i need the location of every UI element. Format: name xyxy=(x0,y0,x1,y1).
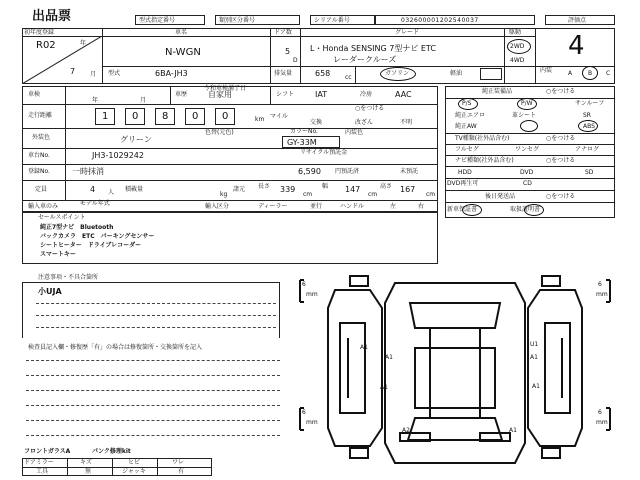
serial-label: シリアル番号 xyxy=(314,17,350,24)
car-type-value: 自家用 xyxy=(208,90,232,99)
tv-analog: アナログ xyxy=(575,146,600,153)
load-unit: kg xyxy=(220,191,228,198)
model-value: 6BA-JH3 xyxy=(155,69,188,78)
registration-label: 初年度登録 xyxy=(24,29,55,36)
tire-fl-unit: mm xyxy=(306,291,318,298)
notes-label: 注意事項・不具合箇所 xyxy=(38,274,99,281)
registration-year-unit: 年 xyxy=(80,40,87,47)
model-label: 型式 xyxy=(108,70,121,77)
shift-label: シフト xyxy=(276,91,295,98)
height-value: 167 xyxy=(400,185,416,194)
eq-sr: SR xyxy=(583,112,591,119)
eq-abs: ABS xyxy=(583,123,595,130)
interior-c: C xyxy=(606,70,611,77)
expire-month-unit: 月 xyxy=(140,97,147,104)
car-type-note: 令和車検満了日 xyxy=(204,85,247,92)
interior-color-label: 内装色 xyxy=(345,129,364,136)
shift-value: IAT xyxy=(315,90,328,99)
odometer-digit xyxy=(125,108,145,125)
car-name-label: 車名 xyxy=(175,29,188,36)
serial-number: 032600001202540037 xyxy=(401,17,479,24)
ac-label: 冷房 xyxy=(360,91,373,98)
interior-b-circle xyxy=(582,66,598,80)
eq-aw-circle xyxy=(520,120,538,132)
displacement-label: 排気量 xyxy=(274,70,293,77)
reg-label: 登録No. xyxy=(28,168,50,175)
damage-code-2: A1 xyxy=(385,354,393,361)
dvd-play: DVD再生可 xyxy=(447,180,479,187)
bt-h1: ドアミラー xyxy=(24,459,54,466)
recycle-value: 6,590 xyxy=(298,167,321,176)
equipment-header: 純正装備品 xyxy=(482,88,513,95)
color-code-box xyxy=(282,136,340,148)
registration-month: 7 xyxy=(70,67,76,76)
grade-header-cell xyxy=(545,15,615,25)
reg-value: 一時抹消 xyxy=(72,167,104,176)
recycle-status: 円預託済 xyxy=(335,168,360,175)
type-code-cell xyxy=(215,15,300,25)
recycle-unpaid: 未預託 xyxy=(400,168,419,175)
odometer-digit-value: 0 xyxy=(192,111,199,122)
type-code-label: 類別区分番号 xyxy=(219,17,256,24)
rear-warranty-circle xyxy=(462,204,482,216)
damage-code-8: A1 xyxy=(509,427,517,434)
grade-score: 4 xyxy=(568,31,585,61)
damage-code-5: A1 xyxy=(380,384,388,391)
nav-sd: SD xyxy=(585,169,594,176)
tire-fr-depth: 6 xyxy=(598,281,602,288)
bt-r1: 工具 xyxy=(36,468,49,475)
sheet-title: 出品票 xyxy=(32,9,72,24)
car-name: N-WGN xyxy=(165,47,201,58)
eq-pw: P/W xyxy=(521,100,533,107)
interior-b: B xyxy=(588,70,593,77)
interior-a: A xyxy=(568,70,573,77)
handle-right: 右 xyxy=(418,203,425,210)
color-code-label: カラーNo. xyxy=(290,128,318,135)
serial-label-cell xyxy=(310,15,375,25)
bt-r2: 無 xyxy=(85,468,92,475)
grade-col-label: グレード xyxy=(395,29,420,36)
eq-leather: 革シート xyxy=(512,112,537,119)
color-code: GY-33M xyxy=(287,138,317,147)
rear-label: 後日発送品 xyxy=(485,193,516,200)
tv-label: TV種類(社外品含む) xyxy=(455,135,510,142)
sales-line-3: シートヒーター ドライブレコーダー xyxy=(40,242,142,249)
nav-hdd: HDD xyxy=(458,169,472,176)
damage-code-3: U1 xyxy=(530,341,539,348)
odometer-digit xyxy=(155,108,175,125)
bt-h3: ヒビ xyxy=(128,459,141,466)
expire-year-unit: 年 xyxy=(92,97,99,104)
color-value: グリーン xyxy=(120,135,152,144)
tv-note: ○をつける xyxy=(546,135,576,142)
drive-4wd: 4WD xyxy=(510,57,525,64)
grade-label: 評価点 xyxy=(568,17,587,24)
sales-line-2: バックカメラ ETC パーキングセンサー xyxy=(40,233,155,240)
damage-code-4: A1 xyxy=(530,354,538,361)
import-cat-value: ディーラー xyxy=(258,203,288,210)
dims-label: 諸元 xyxy=(233,186,246,193)
mile-label: マイル xyxy=(270,113,288,120)
bt-r3: ジャッキ xyxy=(122,468,146,475)
model-year-label: モデル年式 xyxy=(80,200,110,207)
tire-rr-unit: mm xyxy=(596,419,608,426)
damage-code-6: A1 xyxy=(532,383,540,390)
sales-line-1: 純正7型ナビ Bluetooth xyxy=(40,224,114,231)
chassis-label: 車台No. xyxy=(28,152,50,159)
odometer-digit-value: 0 xyxy=(132,111,139,122)
capacity-value: 4 xyxy=(90,185,96,194)
doors-value: 5 xyxy=(285,47,291,56)
equipment-header-note: ○をつける xyxy=(546,88,576,95)
capacity-label: 定員 xyxy=(35,186,48,193)
width-label: 幅 xyxy=(322,183,329,190)
odometer-digit xyxy=(185,108,205,125)
eq-sunroof: サンルーフ xyxy=(575,100,605,107)
color-change-label: 色替(元色) xyxy=(205,129,234,136)
length-value: 339 xyxy=(280,185,296,194)
car-damage-diagram xyxy=(290,268,620,480)
damage-code-1: A1 xyxy=(360,344,368,351)
eq-pw-circle xyxy=(517,98,537,110)
drive-2wd: 2WD xyxy=(510,43,525,50)
doors-label: ドア数 xyxy=(274,29,292,36)
eq-abs-circle xyxy=(578,120,598,132)
damage-code-7: A2 xyxy=(402,427,410,434)
length-unit: cm xyxy=(303,191,313,198)
nav-note: ○をつける xyxy=(546,157,576,164)
fuel-gas-circle xyxy=(380,67,416,81)
grade-text: L・Honda SENSING 7型ナビ ETC xyxy=(310,44,436,53)
sales-points-label: セールスポイント xyxy=(38,214,86,221)
bt-r4: 有 xyxy=(178,468,185,475)
width-value: 147 xyxy=(345,185,361,194)
rear-warranty: 新車保証書 xyxy=(447,206,478,213)
eq-ps-circle xyxy=(458,98,478,110)
width-unit: cm xyxy=(368,191,378,198)
registration-month-unit: 月 xyxy=(90,71,97,78)
rear-note: ○をつける xyxy=(546,193,576,200)
model-code-cell xyxy=(135,15,205,25)
rear-manual-circle xyxy=(524,204,544,216)
odometer-digit-value: 0 xyxy=(222,111,229,122)
load-label: 積載量 xyxy=(125,186,144,193)
drive-label: 駆動 xyxy=(509,29,522,36)
rear-manual: 取扱説明書 xyxy=(510,206,541,213)
tire-fr-unit: mm xyxy=(596,291,608,298)
grade-text-2: レーダークルーズ xyxy=(333,55,397,64)
eq-ps: P/S xyxy=(462,100,472,107)
ac-value: AAC xyxy=(395,90,412,99)
inspector-label: 検査員記入欄・修復歴「有」の場合は修復箇所・交換箇所を記入 xyxy=(28,344,203,351)
usage-label: 車検 xyxy=(28,91,41,98)
nav-dvd: DVD xyxy=(520,169,534,176)
tv-one: ワンセグ xyxy=(515,146,540,153)
drive-2wd-circle xyxy=(507,39,531,54)
tire-rl-depth: 6 xyxy=(302,409,306,416)
handle-left: 左 xyxy=(390,203,397,210)
interior-label: 内装 xyxy=(540,67,553,74)
recycle-label: リサイクル預託金 xyxy=(300,149,348,156)
height-unit: cm xyxy=(426,191,436,198)
import-parallel: 並行 xyxy=(310,203,323,210)
mileage-label: 走行距離 xyxy=(28,112,53,119)
car-type-label: 車歴 xyxy=(175,91,188,98)
displacement-unit: cc xyxy=(345,74,352,81)
fuel-other-box xyxy=(480,68,502,80)
chassis-value: JH3-1029242 xyxy=(92,151,144,160)
nav-label: ナビ種類(社外品含む) xyxy=(455,157,514,164)
meter-note: ○をつける xyxy=(355,105,385,112)
handle-label: ハンドル xyxy=(340,203,365,210)
notes-value: 小UJA xyxy=(38,287,62,296)
import-only-label: 輸入車のみ xyxy=(28,203,59,210)
sales-line-4: スマートキー xyxy=(40,251,76,258)
windshield-label: フロントガラスA xyxy=(24,448,71,455)
eq-aw: 純正AW xyxy=(455,123,477,130)
tire-rl-unit: mm xyxy=(306,419,318,426)
meter-tamper: 改ざん xyxy=(355,119,374,126)
registration-era: R02 xyxy=(36,40,56,51)
odometer-digit-value: 8 xyxy=(162,111,169,122)
registration-diagonal xyxy=(22,36,102,84)
fuel-gas: ガソリン xyxy=(385,70,410,77)
tv-full: フルセグ xyxy=(455,146,479,153)
import-cat-label: 輸入区分 xyxy=(205,203,230,210)
capacity-unit: 人 xyxy=(108,189,115,196)
bt-h2: キズ xyxy=(80,459,92,466)
odometer-digit-value: 1 xyxy=(102,111,109,122)
color-label: 外装色 xyxy=(32,134,51,141)
height-label: 高さ xyxy=(380,183,393,190)
mileage-unit: km xyxy=(255,116,265,123)
cd-label: CD xyxy=(523,180,532,187)
tire-rr-depth: 6 xyxy=(598,409,602,416)
displacement-value: 658 xyxy=(315,69,331,78)
eq-aero: 純正エアロ xyxy=(455,112,486,119)
model-code-label: 型式指定番号 xyxy=(139,17,176,24)
tire-fl-depth: 6 xyxy=(302,281,306,288)
meter-unknown: 不明 xyxy=(400,119,413,126)
odometer-digit xyxy=(215,108,235,125)
bt-h4: ワレ xyxy=(172,459,185,466)
doors-sub: D xyxy=(293,57,298,64)
serial-cell xyxy=(375,15,535,25)
odometer-digit xyxy=(95,108,115,125)
fuel-diesel: 軽油 xyxy=(450,70,463,77)
length-label: 長さ xyxy=(258,183,271,190)
meter-swap: 交換 xyxy=(310,119,323,126)
windshield-note: パンク修理kit xyxy=(92,448,131,455)
